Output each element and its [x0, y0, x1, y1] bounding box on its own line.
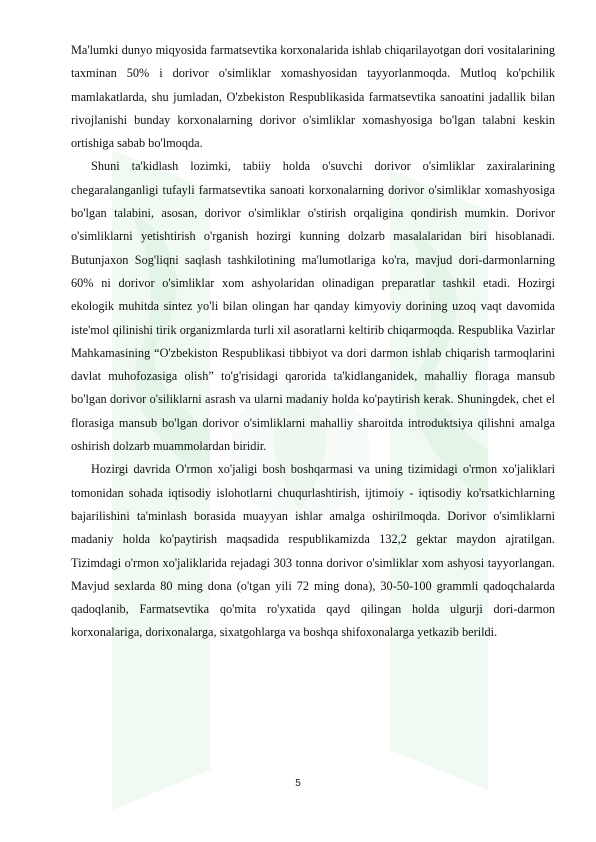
- paragraph-2: Shuni ta'kidlash lozimki, tabiiy holda o'suvchi dorivor o'simliklar zaxiralarining chegaralanganligi tufayli farmatsevtika sanoati korxonalarning dorivor o'simliklar xomashyosiga bo'lgan talabini, asosan, dorivor o'simliklar o'stirish orqaligina qondirish mumkin. Dorivor o'simliklarni yetishtirish o'rganish hozirgi kunning dolzarb masalalaridan biri hisoblanadi. Butunjaxon Sog'liqni saqlash tashkilotining ma'lumotlariga ko'ra, mavjud dori-darmonlarning 60% ni dorivor o'simliklar xom ashyolaridan olinadigan preparatlar tashkil etadi. Hozirgi ekologik muhitda sintez yo'li bilan olingan har qanday kimyoviy dorining uzoq vaqt davomida iste'mol qilinishi tirik organizmlarda turli xil asoratlarni keltirib chiqarmoqda. Respublika Vazirlar Mahkamasining “O'zbekiston Respublikasi tibbiyot va dori darmon ishlab chiqarish tarmoqlarini davlat muhofozasiga olish” to'g'risidagi qarorida ta'kidlanganidek, mahalliy floraga mansub bo'lgan dorivor o'siliklarni asrash va ularni madaniy holda ko'paytirish kerak. Shuningdek, chet el florasiga mansub bo'lgan dorivor o'simliklarni mahalliy sharoitda introduktsiya qilishni amalga oshirish dolzarb muammolardan biridir.: [71, 159, 555, 454]
- paragraph-3: Hozirgi davrida O'rmon xo'jaligi bosh boshqarmasi va uning tizimidagi o'rmon xo'jaliklari tomonidan sohada iqtisodiy islohotlarni chuqurlashtirish, ijtimoiy - iqtisodiy ko'rsatkichlarning bajarilishini ta'minlash borasida muayyan ishlar amalga oshirilmoqda. Dorivor o'simliklarni madaniy holda ko'paytirish maqsadida respublikamizda 132,2 gektar maydon ajratilgan. Tizimdagi o'rmon xo'jaliklarida rejadagi 303 tonna dorivor o'simliklar xom ashyosi tayyorlangan. Mavjud sexlarda 80 ming dona (o'tgan yili 72 ming dona), 30-50-100 grammli qadoqchalarda qadoqlanib, Farmatsevtika qo'mita ro'yxatida qayd qilingan holda ulgurji dori-darmon korxonalariga, dorixonalarga, sixatgohlarga va boshqa shifoxonalarga yetkazib berildi.: [71, 462, 555, 640]
- paragraph-1: Ma'lumki dunyo miqyosida farmatsevtika korxonalarida ishlab chiqarilayotgan dori vositalarining taxminan 50% i dorivor o'simliklar xomashyosidan tayyorlanmoqda. Mutloq ko'pchilik mamlakatlarda, shu jumladan, O'zbekiston Respublikasida farmatsevtika sanoatini jadallik bilan rivojlanishi bunday korxonalarning dorivor o'simliklar xomashyosiga bo'lgan talabni keskin ortishiga sabab bo'lmoqda.: [71, 43, 555, 151]
- page-number: 5: [295, 778, 301, 789]
- document-body: [71, 39, 555, 645]
